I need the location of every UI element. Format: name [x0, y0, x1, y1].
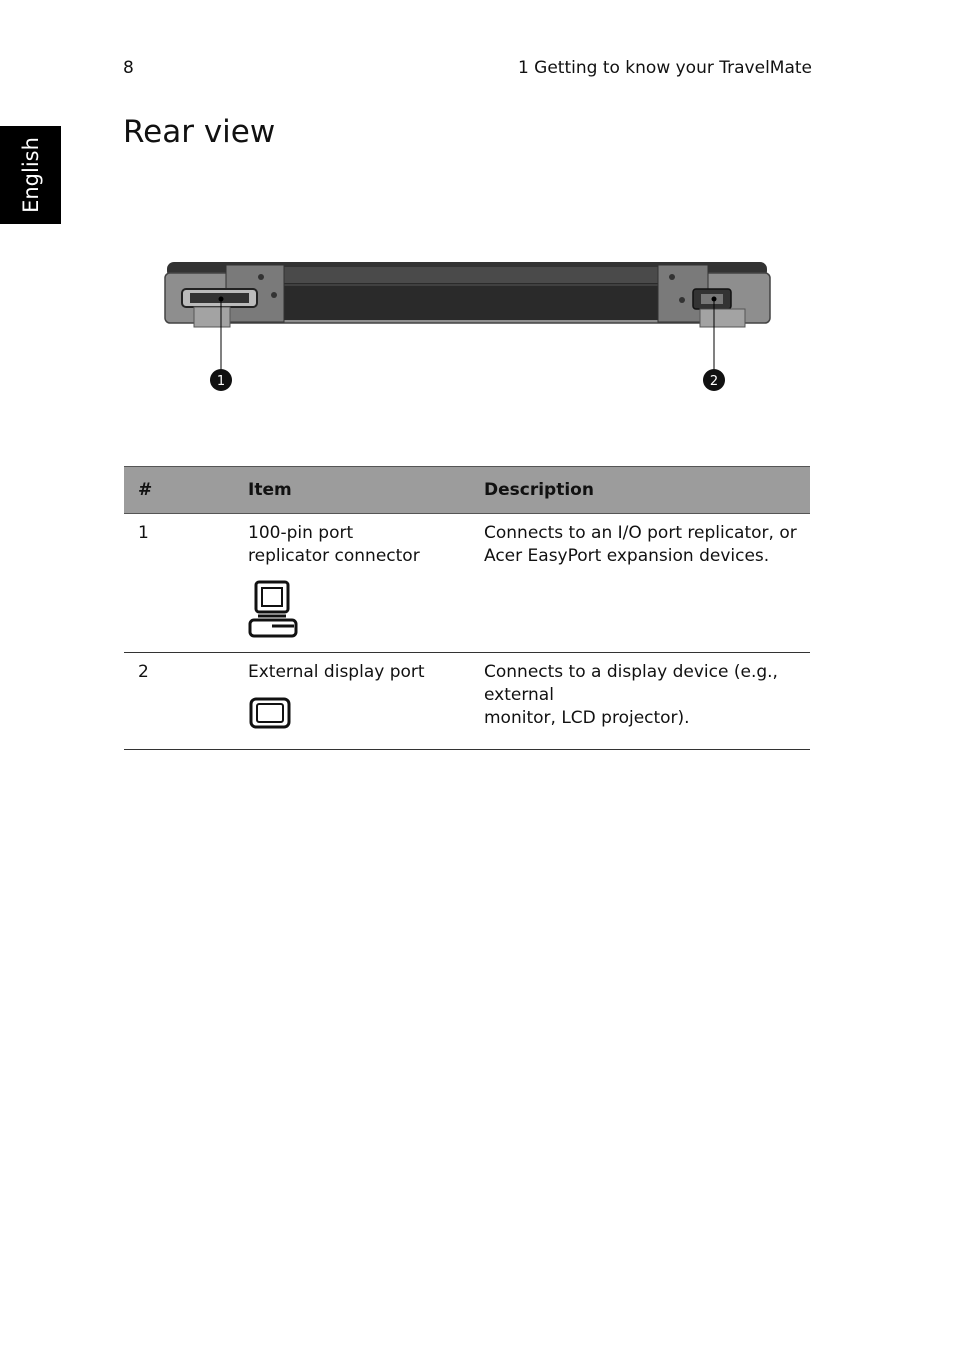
table-header-row	[124, 467, 810, 514]
row-description	[464, 653, 810, 750]
callout-1-label: 1	[216, 374, 226, 389]
row-number: 2	[124, 653, 186, 750]
description-line: Acer EasyPort expansion devices.	[484, 546, 770, 566]
description-line: Connects to a display device (e.g., external	[484, 662, 778, 705]
table-row	[124, 514, 810, 653]
item-line: replicator connector	[248, 546, 420, 566]
header-num: #	[124, 467, 186, 514]
language-tab	[0, 126, 61, 224]
port-replicator-icon	[248, 580, 300, 638]
section-title: Rear view	[123, 114, 276, 150]
laptop-rear-illustration	[160, 255, 780, 400]
page-number: 8	[123, 58, 134, 78]
row-item	[186, 514, 464, 653]
language-tab-label: English	[18, 137, 43, 213]
description-line: monitor, LCD projector).	[484, 708, 690, 728]
rear-view-figure	[160, 255, 780, 400]
description-line: Connects to an I/O port replicator, or	[484, 523, 797, 543]
header-description: Description	[464, 467, 810, 514]
running-header: 1 Getting to know your TravelMate	[517, 58, 812, 78]
row-number: 1	[124, 514, 186, 653]
callout-2-label: 2	[709, 374, 719, 389]
table-row	[124, 653, 810, 750]
rear-view-table	[124, 466, 810, 750]
row-item	[186, 653, 464, 750]
item-line: 100-pin port	[248, 523, 354, 543]
external-display-icon	[248, 696, 292, 730]
item-line: External display port	[248, 662, 425, 682]
header-item: Item	[186, 467, 464, 514]
row-description	[464, 514, 810, 653]
